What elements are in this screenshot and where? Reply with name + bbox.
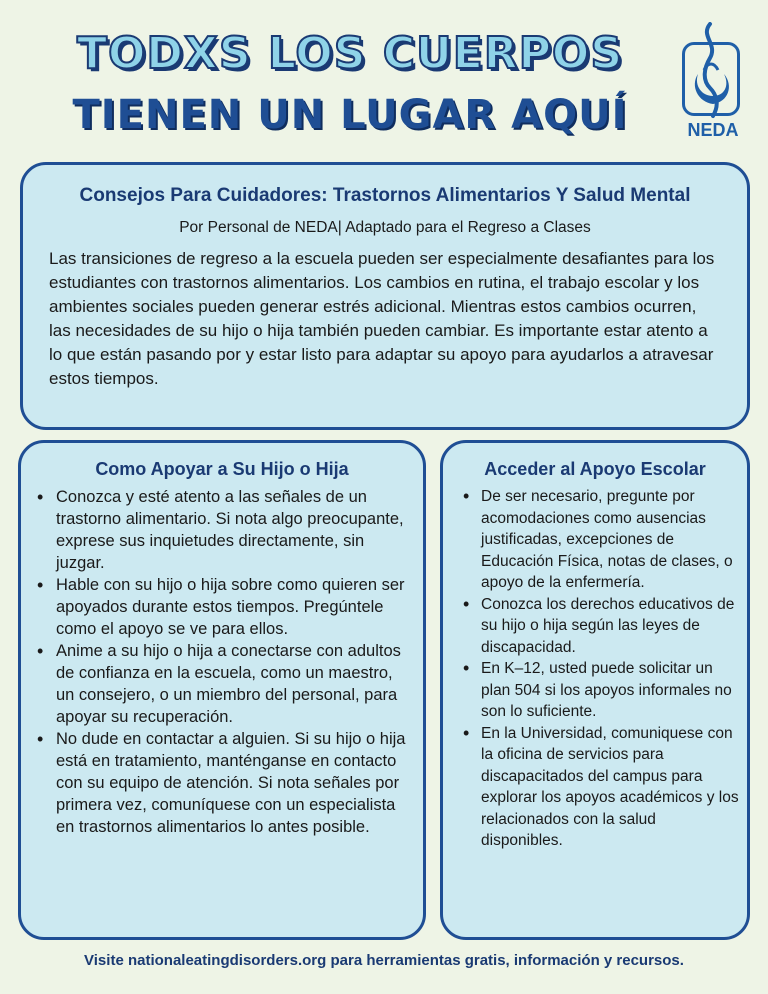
logo-text: NEDA	[687, 120, 739, 140]
support-child-title: Como Apoyar a Su Hijo o Hija	[95, 459, 349, 479]
list-item: • Hable con su hijo o hija sobre como quieren ser apoyados durante estos tiempos. Pregúntele como el apoyo se ve para ellos.	[21, 574, 423, 640]
support-child-card	[18, 440, 426, 940]
list-item: • De ser necesario, pregunte por acomodaciones como ausencias justificadas, excepciones de Educación Física, notas de clases, o apoyo de la enfermería.	[443, 486, 747, 594]
intro-card-title: Consejos Para Cuidadores: Trastornos Alimentarios Y Salud Mental	[79, 185, 691, 206]
list-item: • En la Universidad, comuniquese con la oficina de servicios para discapacitados del campus para explorar los apoyos académicos y los relacionados con la salud disponibles.	[443, 723, 747, 852]
neda-flame-icon	[680, 22, 746, 122]
intro-card-body: Las transiciones de regreso a la escuela pueden ser especialmente desafiantes para los estudiantes con trastornos alimentarios. Los cambios en rutina, el trabajo escolar y los ambientes sociales pueden generar estrés adicional. Mientras estos cambios ocurren, las necesidades de su hijo o hija también pueden cambiar. Es importante estar atento a lo que están pasando por y estar listo para adaptar su apoyo para ayudarlos a atravesar estos tiempos.	[49, 249, 715, 388]
intro-card	[20, 162, 750, 430]
neda-logo	[680, 22, 746, 140]
list-item: • En K–12, usted puede solicitar un plan 504 si los apoyos informales no son lo suficiente.	[443, 658, 747, 723]
list-item: • No dude en contactar a alguien. Si su hijo o hija está en tratamiento, manténganse en contacto con su equipo de atención. Si nota señales por primera vez, comuníquese con un especialista en trastornos alimentarios lo antes posible.	[21, 728, 423, 838]
headline-line-2: TIENEN UN LUGAR AQUÍ	[72, 92, 628, 138]
school-support-title: Acceder al Apoyo Escolar	[484, 459, 706, 479]
list-item: • Conozca y esté atento a las señales de un trastorno alimentario. Si nota algo preocupante, exprese sus inquietudes directamente, sin juzgar.	[21, 486, 423, 574]
intro-card-subtitle: Por Personal de NEDA| Adaptado para el Regreso a Clases	[179, 219, 591, 236]
school-support-list	[443, 486, 747, 852]
school-support-card	[440, 440, 750, 940]
list-item: • Conozca los derechos educativos de su hijo o hija según las leyes de discapacidad.	[443, 594, 747, 659]
footer-text: Visite nationaleatingdisorders.org para herramientas gratis, información y recursos.	[84, 952, 684, 969]
list-item: • Anime a su hijo o hija a conectarse con adultos de confianza en la escuela, como un maestro, un consejero, o un miembro del personal, para apoyar su recuperación.	[21, 640, 423, 728]
headline-line-1: TODXS LOS CUERPOS	[76, 28, 624, 79]
support-child-list	[21, 486, 423, 838]
